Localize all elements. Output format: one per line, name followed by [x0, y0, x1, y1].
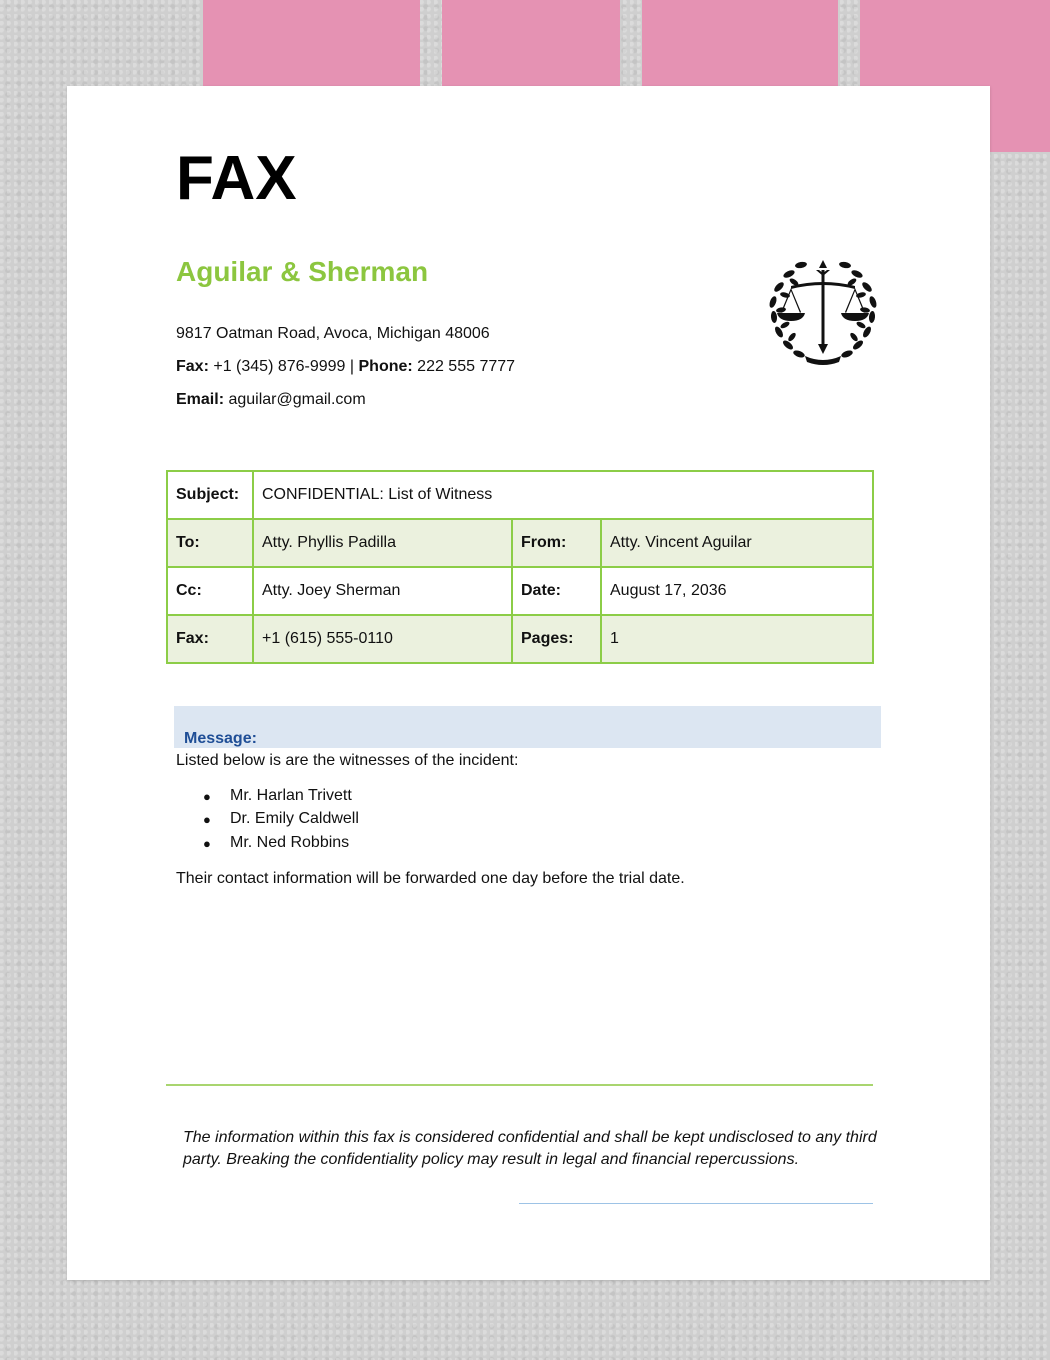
company-name: Aguilar & Sherman — [176, 256, 429, 287]
confidentiality-disclaimer: The information within this fax is considered confidential and shall be kept undisclosed to any third party. Breaking the confidentiality policy may result in legal and financial repercussions. — [183, 1129, 877, 1168]
fax-document — [67, 86, 990, 1280]
page-title: FAX — [176, 144, 297, 213]
message-header-bar — [174, 706, 881, 748]
bullet-icon: ● — [203, 789, 211, 804]
background-tile — [203, 0, 420, 86]
signature-line — [519, 1203, 873, 1204]
email-label: Email: — [176, 391, 225, 408]
bullet-icon: ● — [203, 812, 211, 827]
date-label: Date: — [512, 567, 601, 615]
from-value: Atty. Vincent Aguilar — [601, 519, 873, 567]
list-item: Mr. Harlan Trivett — [230, 787, 352, 804]
message-label: Message: — [184, 730, 257, 747]
message-closing: Their contact information will be forwarded one day before the trial date. — [176, 870, 685, 887]
bullet-icon: ● — [203, 836, 211, 851]
email-address: aguilar@gmail.com — [224, 391, 366, 408]
pages-value: 1 — [601, 615, 873, 663]
scales-of-justice-laurel-icon — [761, 252, 885, 372]
company-email-line — [176, 392, 366, 408]
background-tile — [442, 0, 620, 86]
date-value: August 17, 2036 — [601, 567, 873, 615]
divider — [166, 1084, 873, 1086]
cc-label: Cc: — [167, 567, 253, 615]
from-label: From: — [512, 519, 601, 567]
fax-details-table — [166, 470, 874, 664]
table-row-fax-pages — [167, 615, 873, 663]
phone-label: Phone: — [358, 358, 413, 375]
company-contact-line — [176, 359, 515, 375]
subject-value: CONFIDENTIAL: List of Witness — [253, 471, 873, 519]
company-address: 9817 Oatman Road, Avoca, Michigan 48006 — [176, 325, 490, 342]
subject-label: Subject: — [167, 471, 253, 519]
list-item: Mr. Ned Robbins — [230, 834, 350, 851]
cc-value: Atty. Joey Sherman — [253, 567, 512, 615]
recipient-fax-label: Fax: — [167, 615, 253, 663]
table-row-cc-date — [167, 567, 873, 615]
table-row-subject — [167, 471, 873, 519]
phone-number: 222 555 7777 — [412, 358, 516, 375]
to-label: To: — [167, 519, 253, 567]
background-tile — [642, 0, 838, 86]
message-intro: Listed below is are the witnesses of the incident: — [176, 752, 519, 769]
fax-number: +1 (345) 876-9999 | — [208, 358, 359, 375]
pages-label: Pages: — [512, 615, 601, 663]
list-item: Dr. Emily Caldwell — [230, 810, 359, 827]
fax-label: Fax: — [176, 358, 209, 375]
recipient-fax-value: +1 (615) 555-0110 — [253, 615, 512, 663]
table-row-to-from — [167, 519, 873, 567]
to-value: Atty. Phyllis Padilla — [253, 519, 512, 567]
